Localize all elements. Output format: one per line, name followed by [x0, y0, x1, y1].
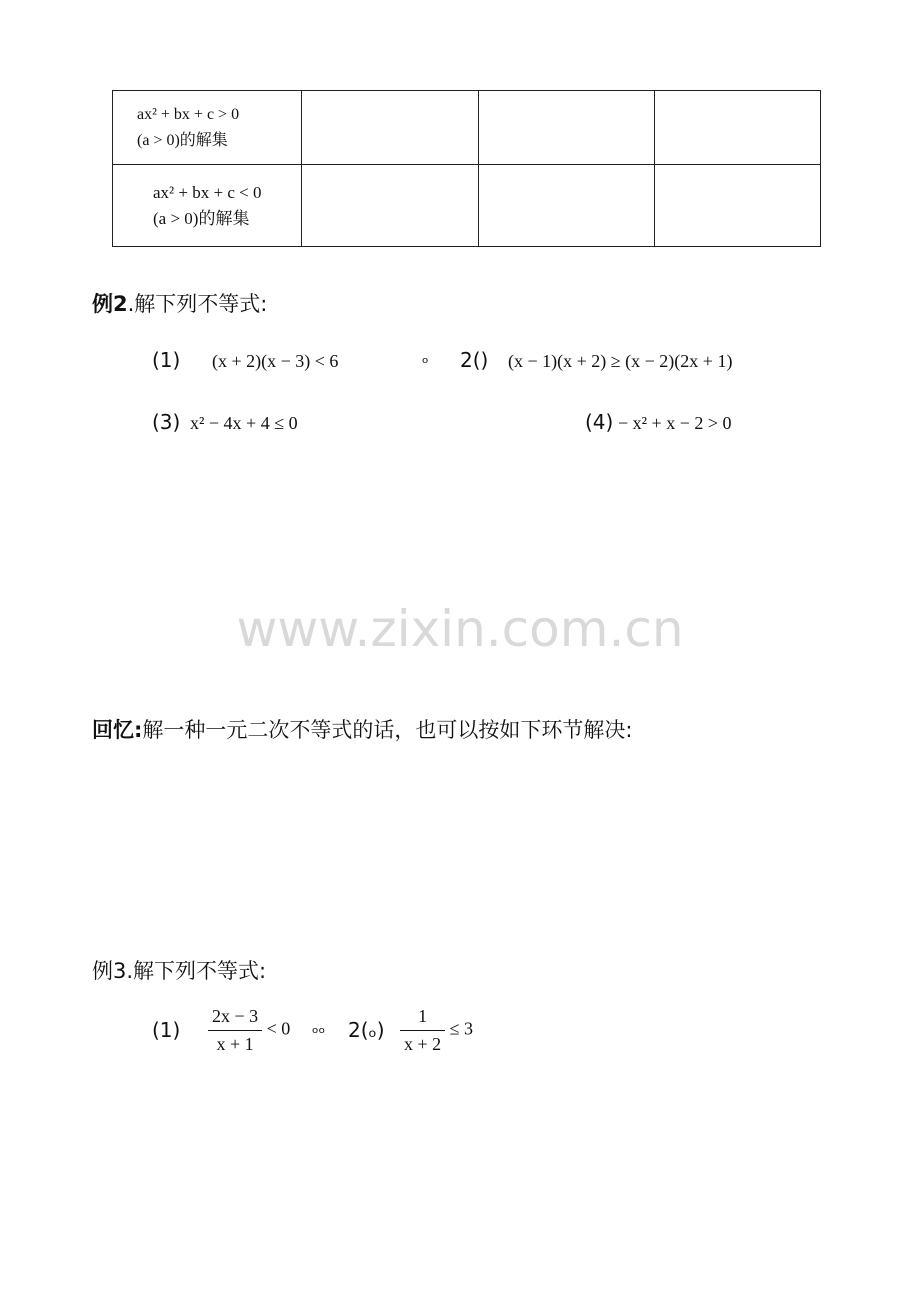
table-cell-empty[interactable]: [302, 165, 479, 247]
problem-label: (4): [585, 410, 614, 434]
fraction-relation: ≤ 3: [449, 1018, 474, 1039]
table-cell-empty[interactable]: [655, 165, 821, 247]
fraction-numerator: 1: [400, 1006, 445, 1031]
recall-heading: [92, 714, 632, 744]
problem-label: (3): [152, 410, 181, 434]
inequality-condition: (a > 0)的解集: [137, 131, 228, 149]
recall-text: 解一种一元二次不等式的话，也可以按如下环节解决:: [142, 718, 633, 742]
problem-expression: − x² + x − 2 > 0: [618, 413, 732, 433]
recall-label: 回忆:: [92, 718, 143, 742]
problem-label: (1): [152, 1018, 181, 1042]
fraction: [208, 1006, 262, 1055]
inequality-expression: ax² + bx + c < 0: [153, 182, 262, 202]
fraction-numerator: 2x − 3: [208, 1006, 262, 1031]
fraction: [400, 1006, 445, 1055]
problem-label: 2(ₒ): [348, 1018, 385, 1042]
table-cell-label: [113, 165, 302, 247]
inequality-expression: ax² + bx + c > 0: [137, 105, 240, 123]
table-cell-empty[interactable]: [479, 91, 655, 165]
example-3-heading: 例3.解下列不等式:: [92, 959, 267, 983]
watermark-text: www.zixin.com.cn: [236, 600, 684, 658]
problem-expression: x² − 4x + 4 ≤ 0: [190, 413, 298, 433]
problem-expression: (x + 2)(x − 3) < 6: [212, 351, 339, 371]
example-2-number: 例2: [92, 292, 128, 316]
table-cell-empty[interactable]: [479, 165, 655, 247]
solution-set-table: [112, 90, 821, 247]
example-2-heading: [92, 288, 267, 318]
table-cell-empty[interactable]: [302, 91, 479, 165]
table-row: [113, 165, 821, 247]
fraction-inequality-2: [400, 1006, 473, 1055]
fraction-denominator: x + 2: [404, 1034, 442, 1054]
problem-expression: (x − 1)(x + 2) ≥ (x − 2)(2x + 1): [508, 351, 733, 371]
separator-mark: ₒₒ: [312, 1018, 326, 1037]
problem-label: 2(): [460, 348, 489, 372]
fraction-relation: < 0: [266, 1018, 291, 1039]
table-cell-label: [113, 91, 302, 165]
example-2-title: .解下列不等式:: [127, 292, 268, 316]
table-cell-empty[interactable]: [655, 91, 821, 165]
separator-mark: ₒ: [422, 348, 429, 367]
fraction-denominator: x + 1: [216, 1034, 254, 1054]
table-row: [113, 91, 821, 165]
inequality-condition: (a > 0)的解集: [153, 208, 250, 228]
fraction-inequality-1: [208, 1006, 290, 1055]
problem-label: (1): [152, 348, 181, 372]
